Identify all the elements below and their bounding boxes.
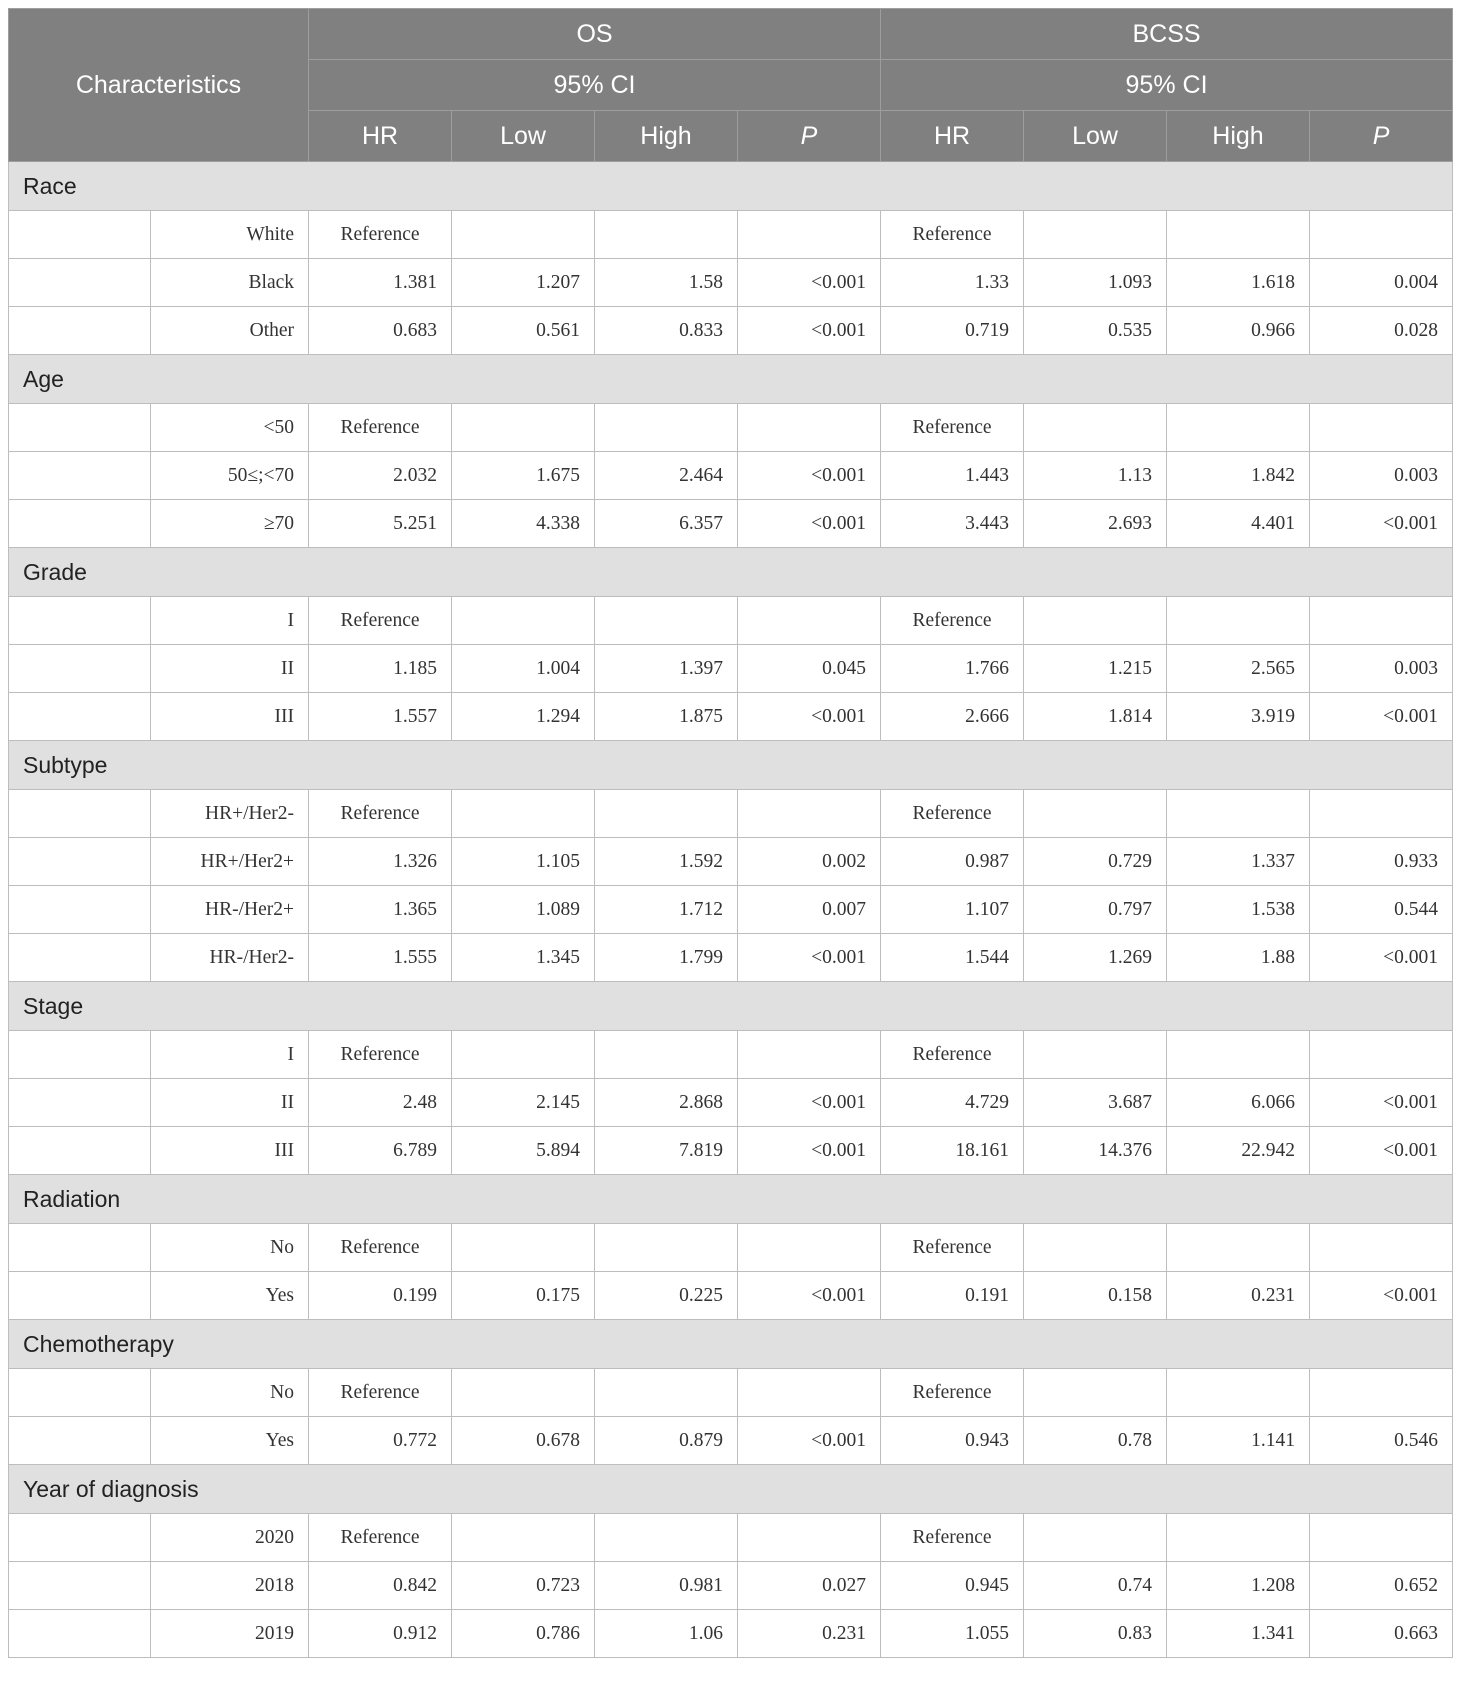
bcss-low-cell: 1.814 bbox=[1024, 693, 1167, 741]
bcss-hr-cell: 0.719 bbox=[881, 307, 1024, 355]
bcss-hr-cell: 18.161 bbox=[881, 1127, 1024, 1175]
os-high-cell: 1.712 bbox=[595, 886, 738, 934]
os-low-cell: 0.561 bbox=[452, 307, 595, 355]
os-hr-header: HR bbox=[309, 111, 452, 162]
os-p-cell: 0.027 bbox=[738, 1562, 881, 1610]
os-p-cell bbox=[738, 790, 881, 838]
row-label: No bbox=[151, 1224, 309, 1272]
table-row bbox=[9, 790, 1453, 838]
group-label: Stage bbox=[9, 982, 1453, 1031]
bcss-hr-header: HR bbox=[881, 111, 1024, 162]
table-row bbox=[9, 1224, 1453, 1272]
bcss-low-cell: 0.83 bbox=[1024, 1610, 1167, 1658]
os-high-cell: 1.592 bbox=[595, 838, 738, 886]
bcss-low-cell: 2.693 bbox=[1024, 500, 1167, 548]
table-row bbox=[9, 404, 1453, 452]
bcss-p-cell: 0.004 bbox=[1310, 259, 1453, 307]
table-row bbox=[9, 211, 1453, 259]
table-row bbox=[9, 1369, 1453, 1417]
os-low-cell bbox=[452, 1031, 595, 1079]
bcss-p-cell bbox=[1310, 1369, 1453, 1417]
bcss-high-cell: 0.231 bbox=[1167, 1272, 1310, 1320]
bcss-p-cell: <0.001 bbox=[1310, 1272, 1453, 1320]
os-high-cell bbox=[595, 1514, 738, 1562]
os-low-cell: 4.338 bbox=[452, 500, 595, 548]
bcss-low-cell: 1.13 bbox=[1024, 452, 1167, 500]
bcss-low-cell bbox=[1024, 1369, 1167, 1417]
bcss-high-cell: 1.341 bbox=[1167, 1610, 1310, 1658]
os-high-cell bbox=[595, 790, 738, 838]
bcss-hr-cell: 0.943 bbox=[881, 1417, 1024, 1465]
os-high-cell bbox=[595, 404, 738, 452]
bcss-low-cell: 0.797 bbox=[1024, 886, 1167, 934]
row-label: III bbox=[151, 693, 309, 741]
indent-cell bbox=[9, 1272, 151, 1320]
indent-cell bbox=[9, 1031, 151, 1079]
os-hr-cell: 1.365 bbox=[309, 886, 452, 934]
os-high-cell: 0.833 bbox=[595, 307, 738, 355]
row-label: Yes bbox=[151, 1417, 309, 1465]
indent-cell bbox=[9, 259, 151, 307]
group-row bbox=[9, 162, 1453, 211]
bcss-hr-cell: Reference bbox=[881, 1369, 1024, 1417]
group-label: Chemotherapy bbox=[9, 1320, 1453, 1369]
bcss-hr-cell: 3.443 bbox=[881, 500, 1024, 548]
os-high-cell bbox=[595, 597, 738, 645]
bcss-hr-cell: Reference bbox=[881, 211, 1024, 259]
os-p-cell: <0.001 bbox=[738, 1079, 881, 1127]
os-hr-cell: 1.557 bbox=[309, 693, 452, 741]
table-row bbox=[9, 838, 1453, 886]
os-low-cell bbox=[452, 211, 595, 259]
os-hr-cell: 0.772 bbox=[309, 1417, 452, 1465]
os-p-cell: <0.001 bbox=[738, 1272, 881, 1320]
os-hr-cell: 0.912 bbox=[309, 1610, 452, 1658]
row-label: 2018 bbox=[151, 1562, 309, 1610]
bcss-high-cell: 22.942 bbox=[1167, 1127, 1310, 1175]
bcss-p-cell: <0.001 bbox=[1310, 1127, 1453, 1175]
os-low-cell: 1.294 bbox=[452, 693, 595, 741]
os-low-cell: 5.894 bbox=[452, 1127, 595, 1175]
indent-cell bbox=[9, 597, 151, 645]
bcss-hr-cell: Reference bbox=[881, 1514, 1024, 1562]
table-row bbox=[9, 645, 1453, 693]
os-p-cell: <0.001 bbox=[738, 693, 881, 741]
bcss-low-cell: 0.729 bbox=[1024, 838, 1167, 886]
row-label: No bbox=[151, 1369, 309, 1417]
group-label: Race bbox=[9, 162, 1453, 211]
bcss-high-cell bbox=[1167, 790, 1310, 838]
os-ci-header: 95% CI bbox=[309, 60, 881, 111]
row-label: Black bbox=[151, 259, 309, 307]
os-p-cell: 0.045 bbox=[738, 645, 881, 693]
os-high-cell bbox=[595, 1224, 738, 1272]
os-low-cell: 0.786 bbox=[452, 1610, 595, 1658]
indent-cell bbox=[9, 1127, 151, 1175]
os-hr-cell: Reference bbox=[309, 1514, 452, 1562]
os-p-cell bbox=[738, 211, 881, 259]
bcss-p-cell bbox=[1310, 1224, 1453, 1272]
bcss-low-cell: 3.687 bbox=[1024, 1079, 1167, 1127]
bcss-p-cell: <0.001 bbox=[1310, 500, 1453, 548]
os-high-cell: 2.464 bbox=[595, 452, 738, 500]
row-label: HR-/Her2+ bbox=[151, 886, 309, 934]
indent-cell bbox=[9, 1369, 151, 1417]
group-label: Subtype bbox=[9, 741, 1453, 790]
os-low-cell: 1.207 bbox=[452, 259, 595, 307]
os-high-cell: 0.879 bbox=[595, 1417, 738, 1465]
os-low-cell bbox=[452, 1224, 595, 1272]
bcss-high-cell: 4.401 bbox=[1167, 500, 1310, 548]
os-low-cell bbox=[452, 597, 595, 645]
os-low-cell: 0.678 bbox=[452, 1417, 595, 1465]
bcss-p-cell bbox=[1310, 404, 1453, 452]
row-label: Other bbox=[151, 307, 309, 355]
bcss-high-cell: 2.565 bbox=[1167, 645, 1310, 693]
bcss-hr-cell: 0.987 bbox=[881, 838, 1024, 886]
os-header: OS bbox=[309, 9, 881, 60]
os-hr-cell: 0.199 bbox=[309, 1272, 452, 1320]
bcss-high-cell: 1.88 bbox=[1167, 934, 1310, 982]
bcss-low-cell bbox=[1024, 404, 1167, 452]
table-row bbox=[9, 452, 1453, 500]
bcss-low-cell bbox=[1024, 790, 1167, 838]
bcss-p-cell bbox=[1310, 597, 1453, 645]
bcss-low-cell bbox=[1024, 597, 1167, 645]
os-p-cell: <0.001 bbox=[738, 452, 881, 500]
os-high-cell: 2.868 bbox=[595, 1079, 738, 1127]
os-low-cell: 1.004 bbox=[452, 645, 595, 693]
os-low-cell: 0.175 bbox=[452, 1272, 595, 1320]
group-row bbox=[9, 741, 1453, 790]
group-row bbox=[9, 1175, 1453, 1224]
table-row bbox=[9, 259, 1453, 307]
os-high-cell: 7.819 bbox=[595, 1127, 738, 1175]
bcss-p-cell: 0.003 bbox=[1310, 452, 1453, 500]
table-row bbox=[9, 934, 1453, 982]
os-p-cell: 0.231 bbox=[738, 1610, 881, 1658]
table-row bbox=[9, 1562, 1453, 1610]
bcss-low-cell bbox=[1024, 1224, 1167, 1272]
os-high-cell: 0.225 bbox=[595, 1272, 738, 1320]
indent-cell bbox=[9, 452, 151, 500]
os-p-cell: <0.001 bbox=[738, 500, 881, 548]
os-hr-cell: Reference bbox=[309, 597, 452, 645]
bcss-low-cell: 0.74 bbox=[1024, 1562, 1167, 1610]
os-p-cell: 0.002 bbox=[738, 838, 881, 886]
bcss-high-cell bbox=[1167, 1224, 1310, 1272]
table-row bbox=[9, 1079, 1453, 1127]
os-hr-cell: Reference bbox=[309, 404, 452, 452]
table-row bbox=[9, 1610, 1453, 1658]
row-label: HR-/Her2- bbox=[151, 934, 309, 982]
bcss-p-cell: 0.003 bbox=[1310, 645, 1453, 693]
os-hr-cell: Reference bbox=[309, 1031, 452, 1079]
os-p-header: P bbox=[738, 111, 881, 162]
bcss-hr-cell: Reference bbox=[881, 1031, 1024, 1079]
os-low-cell: 1.675 bbox=[452, 452, 595, 500]
indent-cell bbox=[9, 645, 151, 693]
bcss-hr-cell: 4.729 bbox=[881, 1079, 1024, 1127]
bcss-high-cell bbox=[1167, 1369, 1310, 1417]
group-row bbox=[9, 982, 1453, 1031]
table-row bbox=[9, 307, 1453, 355]
bcss-low-cell: 1.215 bbox=[1024, 645, 1167, 693]
bcss-p-cell: 0.933 bbox=[1310, 838, 1453, 886]
os-high-cell bbox=[595, 1369, 738, 1417]
os-hr-cell: 1.326 bbox=[309, 838, 452, 886]
bcss-high-cell: 3.919 bbox=[1167, 693, 1310, 741]
os-low-cell: 2.145 bbox=[452, 1079, 595, 1127]
row-label: HR+/Her2+ bbox=[151, 838, 309, 886]
bcss-low-cell bbox=[1024, 1031, 1167, 1079]
os-high-cell: 1.799 bbox=[595, 934, 738, 982]
bcss-high-cell: 6.066 bbox=[1167, 1079, 1310, 1127]
os-high-cell bbox=[595, 211, 738, 259]
bcss-hr-cell: Reference bbox=[881, 790, 1024, 838]
bcss-hr-cell: 1.443 bbox=[881, 452, 1024, 500]
row-label: 2020 bbox=[151, 1514, 309, 1562]
table-row bbox=[9, 597, 1453, 645]
os-hr-cell: 0.683 bbox=[309, 307, 452, 355]
group-label: Radiation bbox=[9, 1175, 1453, 1224]
bcss-high-cell: 0.966 bbox=[1167, 307, 1310, 355]
row-label: <50 bbox=[151, 404, 309, 452]
table-row bbox=[9, 1031, 1453, 1079]
row-label: III bbox=[151, 1127, 309, 1175]
indent-cell bbox=[9, 886, 151, 934]
group-row bbox=[9, 1465, 1453, 1514]
indent-cell bbox=[9, 790, 151, 838]
os-high-cell: 1.875 bbox=[595, 693, 738, 741]
bcss-high-cell bbox=[1167, 404, 1310, 452]
table-body bbox=[9, 162, 1453, 1658]
table-header bbox=[9, 9, 1453, 162]
bcss-low-cell: 1.269 bbox=[1024, 934, 1167, 982]
indent-cell bbox=[9, 307, 151, 355]
indent-cell bbox=[9, 693, 151, 741]
indent-cell bbox=[9, 500, 151, 548]
os-low-cell bbox=[452, 790, 595, 838]
bcss-p-cell: <0.001 bbox=[1310, 934, 1453, 982]
os-p-cell: <0.001 bbox=[738, 259, 881, 307]
bcss-p-header: P bbox=[1310, 111, 1453, 162]
os-p-cell bbox=[738, 597, 881, 645]
os-p-cell bbox=[738, 1369, 881, 1417]
bcss-hr-cell: 2.666 bbox=[881, 693, 1024, 741]
table-row bbox=[9, 693, 1453, 741]
indent-cell bbox=[9, 1610, 151, 1658]
indent-cell bbox=[9, 1562, 151, 1610]
bcss-low-cell: 0.535 bbox=[1024, 307, 1167, 355]
bcss-low-cell: 1.093 bbox=[1024, 259, 1167, 307]
os-high-cell: 1.06 bbox=[595, 1610, 738, 1658]
bcss-high-cell: 1.337 bbox=[1167, 838, 1310, 886]
indent-cell bbox=[9, 211, 151, 259]
indent-cell bbox=[9, 1224, 151, 1272]
bcss-hr-cell: Reference bbox=[881, 404, 1024, 452]
os-hr-cell: Reference bbox=[309, 211, 452, 259]
table-row bbox=[9, 1272, 1453, 1320]
bcss-low-cell bbox=[1024, 211, 1167, 259]
indent-cell bbox=[9, 838, 151, 886]
group-row bbox=[9, 548, 1453, 597]
bcss-p-cell bbox=[1310, 1514, 1453, 1562]
os-low-cell bbox=[452, 404, 595, 452]
os-p-cell: <0.001 bbox=[738, 307, 881, 355]
bcss-low-cell: 14.376 bbox=[1024, 1127, 1167, 1175]
table-row bbox=[9, 1417, 1453, 1465]
bcss-low-cell: 0.158 bbox=[1024, 1272, 1167, 1320]
os-high-cell: 6.357 bbox=[595, 500, 738, 548]
bcss-hr-cell: Reference bbox=[881, 1224, 1024, 1272]
table-row bbox=[9, 1127, 1453, 1175]
os-hr-cell: Reference bbox=[309, 1224, 452, 1272]
group-label: Year of diagnosis bbox=[9, 1465, 1453, 1514]
group-label: Grade bbox=[9, 548, 1453, 597]
row-label: I bbox=[151, 597, 309, 645]
bcss-hr-cell: 0.191 bbox=[881, 1272, 1024, 1320]
os-p-cell: <0.001 bbox=[738, 1127, 881, 1175]
bcss-high-cell bbox=[1167, 1031, 1310, 1079]
os-low-header: Low bbox=[452, 111, 595, 162]
bcss-p-cell: 0.028 bbox=[1310, 307, 1453, 355]
os-hr-cell: 1.381 bbox=[309, 259, 452, 307]
os-high-cell: 1.58 bbox=[595, 259, 738, 307]
table-row bbox=[9, 1514, 1453, 1562]
bcss-high-cell bbox=[1167, 1514, 1310, 1562]
row-label: White bbox=[151, 211, 309, 259]
bcss-hr-cell: 1.766 bbox=[881, 645, 1024, 693]
os-low-cell: 0.723 bbox=[452, 1562, 595, 1610]
group-label: Age bbox=[9, 355, 1453, 404]
os-hr-cell: 6.789 bbox=[309, 1127, 452, 1175]
bcss-hr-cell: 1.544 bbox=[881, 934, 1024, 982]
indent-cell bbox=[9, 1079, 151, 1127]
os-high-cell bbox=[595, 1031, 738, 1079]
table-row bbox=[9, 886, 1453, 934]
row-label: II bbox=[151, 645, 309, 693]
bcss-p-cell: 0.663 bbox=[1310, 1610, 1453, 1658]
os-hr-cell: 5.251 bbox=[309, 500, 452, 548]
bcss-high-cell: 1.618 bbox=[1167, 259, 1310, 307]
os-high-cell: 0.981 bbox=[595, 1562, 738, 1610]
bcss-low-header: Low bbox=[1024, 111, 1167, 162]
os-low-cell: 1.105 bbox=[452, 838, 595, 886]
table-row bbox=[9, 500, 1453, 548]
row-label: 2019 bbox=[151, 1610, 309, 1658]
group-row bbox=[9, 1320, 1453, 1369]
indent-cell bbox=[9, 404, 151, 452]
os-hr-cell: 2.032 bbox=[309, 452, 452, 500]
bcss-low-cell: 0.78 bbox=[1024, 1417, 1167, 1465]
os-hr-cell: Reference bbox=[309, 1369, 452, 1417]
bcss-ci-header: 95% CI bbox=[881, 60, 1453, 111]
indent-cell bbox=[9, 934, 151, 982]
results-table bbox=[8, 8, 1453, 1658]
os-low-cell: 1.345 bbox=[452, 934, 595, 982]
os-hr-cell: 1.185 bbox=[309, 645, 452, 693]
bcss-p-cell: 0.546 bbox=[1310, 1417, 1453, 1465]
bcss-high-cell: 1.842 bbox=[1167, 452, 1310, 500]
bcss-p-cell bbox=[1310, 790, 1453, 838]
os-hr-cell: 1.555 bbox=[309, 934, 452, 982]
indent-cell bbox=[9, 1514, 151, 1562]
os-p-cell bbox=[738, 1514, 881, 1562]
os-hr-cell: Reference bbox=[309, 790, 452, 838]
row-label: HR+/Her2- bbox=[151, 790, 309, 838]
bcss-high-cell: 1.538 bbox=[1167, 886, 1310, 934]
group-row bbox=[9, 355, 1453, 404]
characteristics-header: Characteristics bbox=[9, 9, 309, 162]
bcss-high-cell: 1.208 bbox=[1167, 1562, 1310, 1610]
os-p-cell: <0.001 bbox=[738, 934, 881, 982]
bcss-p-cell: <0.001 bbox=[1310, 693, 1453, 741]
bcss-p-cell bbox=[1310, 1031, 1453, 1079]
row-label: Yes bbox=[151, 1272, 309, 1320]
os-p-cell bbox=[738, 404, 881, 452]
os-p-cell: <0.001 bbox=[738, 1417, 881, 1465]
indent-cell bbox=[9, 1417, 151, 1465]
bcss-high-header: High bbox=[1167, 111, 1310, 162]
row-label: 50≤;<70 bbox=[151, 452, 309, 500]
os-hr-cell: 0.842 bbox=[309, 1562, 452, 1610]
bcss-p-cell: <0.001 bbox=[1310, 1079, 1453, 1127]
bcss-high-cell bbox=[1167, 211, 1310, 259]
bcss-high-cell bbox=[1167, 597, 1310, 645]
row-label: II bbox=[151, 1079, 309, 1127]
row-label: ≥70 bbox=[151, 500, 309, 548]
bcss-p-cell bbox=[1310, 211, 1453, 259]
bcss-hr-cell: 1.33 bbox=[881, 259, 1024, 307]
bcss-high-cell: 1.141 bbox=[1167, 1417, 1310, 1465]
os-low-cell bbox=[452, 1514, 595, 1562]
os-high-cell: 1.397 bbox=[595, 645, 738, 693]
bcss-hr-cell: 0.945 bbox=[881, 1562, 1024, 1610]
os-low-cell: 1.089 bbox=[452, 886, 595, 934]
os-p-cell: 0.007 bbox=[738, 886, 881, 934]
bcss-p-cell: 0.544 bbox=[1310, 886, 1453, 934]
os-hr-cell: 2.48 bbox=[309, 1079, 452, 1127]
row-label: I bbox=[151, 1031, 309, 1079]
os-p-cell bbox=[738, 1031, 881, 1079]
bcss-hr-cell: Reference bbox=[881, 597, 1024, 645]
bcss-p-cell: 0.652 bbox=[1310, 1562, 1453, 1610]
os-high-header: High bbox=[595, 111, 738, 162]
bcss-header: BCSS bbox=[881, 9, 1453, 60]
bcss-hr-cell: 1.107 bbox=[881, 886, 1024, 934]
bcss-hr-cell: 1.055 bbox=[881, 1610, 1024, 1658]
bcss-low-cell bbox=[1024, 1514, 1167, 1562]
os-low-cell bbox=[452, 1369, 595, 1417]
os-p-cell bbox=[738, 1224, 881, 1272]
